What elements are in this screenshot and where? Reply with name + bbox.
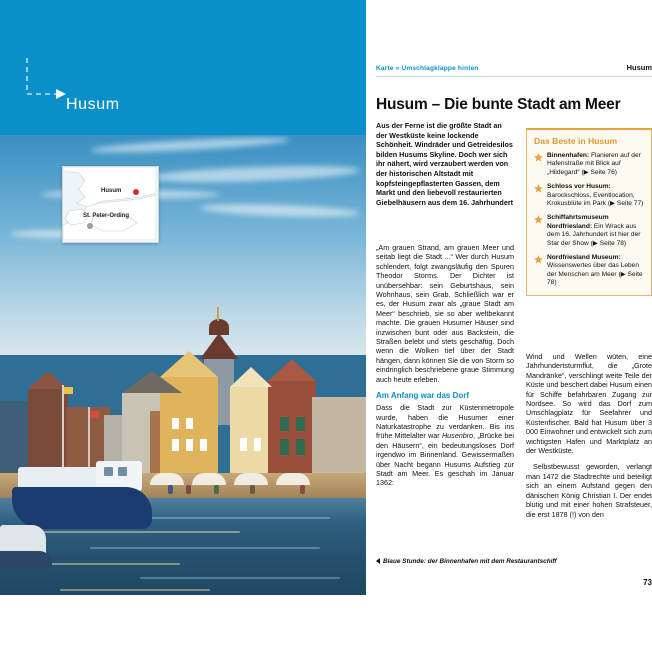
window bbox=[254, 438, 261, 451]
best-of-item[interactable] bbox=[534, 183, 644, 208]
map-coastline bbox=[63, 167, 156, 240]
breadcrumb-row bbox=[376, 63, 652, 72]
window bbox=[186, 439, 193, 451]
intro-paragraph: Aus der Ferne ist die größte Stadt an der Westküste keine lockende Schönheit. Windräder und Getreidesilos bilden Husums Skyline. Doch wer sich ihr nähert, wird verzaubert werden von der historischen Altstadt mit kopfsteingepflasterten Gassen, dem Markt und den liebevoll restaurierten Giebelhäusern aus dem 16. Jahrhundert bbox=[376, 121, 514, 207]
window bbox=[280, 417, 289, 431]
person bbox=[250, 485, 255, 494]
town-skyline bbox=[0, 295, 366, 485]
person bbox=[300, 485, 305, 494]
window bbox=[200, 439, 207, 451]
blue-header-band bbox=[0, 0, 366, 55]
best-of-item[interactable] bbox=[534, 214, 644, 248]
best-of-item-text bbox=[547, 254, 644, 288]
star-icon bbox=[534, 255, 543, 264]
star-icon bbox=[534, 184, 543, 193]
terrace-umbrella bbox=[150, 473, 184, 485]
person bbox=[168, 485, 173, 494]
body-column-left bbox=[376, 243, 514, 495]
gabled-house bbox=[160, 377, 218, 485]
map-dot-husum bbox=[133, 189, 139, 195]
window bbox=[296, 417, 305, 431]
boat-window bbox=[118, 467, 127, 476]
terrace-umbrella bbox=[192, 473, 226, 485]
pennant-flag bbox=[90, 411, 99, 418]
place-name-husenbro: Husenbro bbox=[441, 431, 474, 441]
water-ripple bbox=[60, 589, 210, 591]
best-of-item[interactable] bbox=[534, 152, 644, 177]
body-column-right bbox=[526, 352, 652, 526]
boat-hull bbox=[12, 487, 152, 529]
paragraph-dorf bbox=[376, 403, 514, 488]
paragraph-dorf-part2: , „Brücke bei den Häusern“, ein bedeutungsloses Dorf irgendwo im Binnenland. Gewissermaßen über Nacht begann Husums Aufstieg zur Stadt am Meer. Es geschah im Januar 1362: bbox=[376, 431, 514, 488]
best-of-item-text bbox=[547, 152, 644, 177]
window bbox=[240, 438, 247, 451]
paragraph-dorf-part1: Dass die Stadt zur Küstenmetropole wurde, haben die Husumer einer Naturkatastrophe zu verdanken. Bis ins frühe Mittelalter war bbox=[376, 403, 514, 441]
gabled-house bbox=[230, 387, 272, 485]
water-ripple bbox=[140, 577, 340, 579]
tower-spire bbox=[217, 307, 219, 321]
map-dot-st-peter-ording bbox=[87, 223, 93, 229]
roof bbox=[122, 371, 182, 393]
sailboat-hull bbox=[0, 551, 52, 569]
terrace-umbrella bbox=[276, 473, 310, 485]
best-of-item-text bbox=[547, 214, 644, 248]
best-of-item-body: Flanieren auf der Hafenstraße mit Blick auf „Hildegard“ (▶ Seite 76) bbox=[547, 152, 641, 176]
best-of-item-text bbox=[547, 183, 644, 208]
paragraph-storm: „Am grauen Strand, am grauen Meer und seitab liegt die Stadt ...“ Wer durch Husum schlendert, folgt zwangsläufig den Spuren Theodor Storms. Der Dichter ist unübersehbar: sein Geburtshaus, sein Wohnhaus, sein Grab. Schließlich war er es, der Husum zwar als „graue Stadt am Meer“ beschrieb, sie so aber weltbekannt machte. Die grauen Husumer Häuser sind inzwischen bunt oder aus Backstein, die Straßen belebt und stets geschäftig. Doch wenn die Wolken tief über der Stadt hängen, dann können Sie die von Storm so eindringlich beschriebene graue Stimmung auch heute erleben. bbox=[376, 243, 514, 384]
person bbox=[214, 485, 219, 494]
roof bbox=[268, 359, 316, 381]
window bbox=[172, 418, 179, 429]
star-icon bbox=[534, 215, 543, 224]
caption-text: Blaue Stunde: der Binnenhafen mit dem Restaurantschiff bbox=[383, 558, 557, 565]
person bbox=[186, 485, 191, 494]
map-label-st-peter-ording: St. Peter-Ording bbox=[83, 213, 130, 219]
paragraph-sturmflut: Wind und Wellen wüten, eine Jahrhundertsturmflut, die „Grote Mandränke“, verschlingt weite Teile der Küste und beschert dabei Husum einen für Schiffe befahrbaren Zugang zur Nordsee. So wird das Dorf zum Umschlagplatz für Seefahrer und Küstenfischer. Bald hat Husum über 3 000 Einwohner und entwickelt sich zum wichtigsten Hafen und Marktplatz an der Westküste. bbox=[526, 352, 652, 456]
best-of-item-lead: Schloss vor Husum: bbox=[547, 183, 611, 191]
window bbox=[296, 439, 305, 455]
roof bbox=[230, 367, 272, 387]
water-ripple bbox=[150, 517, 330, 519]
best-of-item-body: Ein Wrack aus dem 16. Jahrhundert ist hier der Star der Show (▶ Seite 78) bbox=[547, 222, 641, 247]
boat-window bbox=[104, 467, 113, 476]
best-of-item-lead: Schiffahrtsmuseum Nordfriesland: bbox=[547, 214, 609, 230]
best-of-box bbox=[526, 128, 652, 296]
map-label-husum: Husum bbox=[101, 188, 122, 194]
water-ripple bbox=[40, 531, 240, 533]
caption-arrow-icon bbox=[376, 558, 380, 564]
gabled-house bbox=[268, 381, 316, 485]
page-title: Husum – Die bunte Stadt am Meer bbox=[376, 96, 621, 114]
page-number: 73 bbox=[643, 578, 652, 587]
pennant-flag bbox=[64, 387, 73, 394]
star-icon bbox=[534, 153, 543, 162]
paragraph-stadtrechte: Selbstbewusst geworden, verlangt man 1472 die Stadtrechte und beteiligt sich an einem Aufstand gegen den dänischen König Christian I. Der endet blutig und mit einer hohen Strafsteuer, die erst 1878 (!) von den bbox=[526, 462, 652, 519]
window bbox=[280, 439, 289, 455]
subheading-am-anfang: Am Anfang war das Dorf bbox=[376, 391, 470, 401]
window bbox=[172, 439, 179, 451]
breadcrumb[interactable]: Karte » Umschlagklappe hinten bbox=[376, 65, 479, 72]
running-head: Husum bbox=[626, 63, 652, 72]
header-divider bbox=[376, 76, 652, 77]
map-inset bbox=[62, 166, 159, 243]
gabled-house bbox=[312, 397, 366, 485]
best-of-box-title: Das Beste in Husum bbox=[534, 136, 618, 146]
window bbox=[186, 418, 193, 429]
harbor-photograph bbox=[0, 55, 366, 595]
photo-caption bbox=[376, 558, 652, 565]
boat-mast bbox=[62, 385, 64, 471]
best-of-item-body: Wissenswertes über das Leben der Menschen am Meer (▶ Seite 78) bbox=[547, 262, 643, 287]
right-page bbox=[366, 0, 652, 652]
water-ripple bbox=[90, 547, 320, 549]
best-of-item-lead: Binnenhafen: bbox=[547, 152, 590, 159]
left-page-city-label: Husum bbox=[66, 96, 120, 113]
terrace-umbrella bbox=[234, 473, 268, 485]
best-of-item[interactable] bbox=[534, 254, 644, 288]
best-of-item-body: Barockschloss, Eventlocation, Krokusblüte im Park (▶ Seite 77) bbox=[547, 191, 644, 208]
tower-dome bbox=[209, 319, 229, 335]
best-of-item-lead: Nordfriesland Museum: bbox=[547, 254, 621, 262]
